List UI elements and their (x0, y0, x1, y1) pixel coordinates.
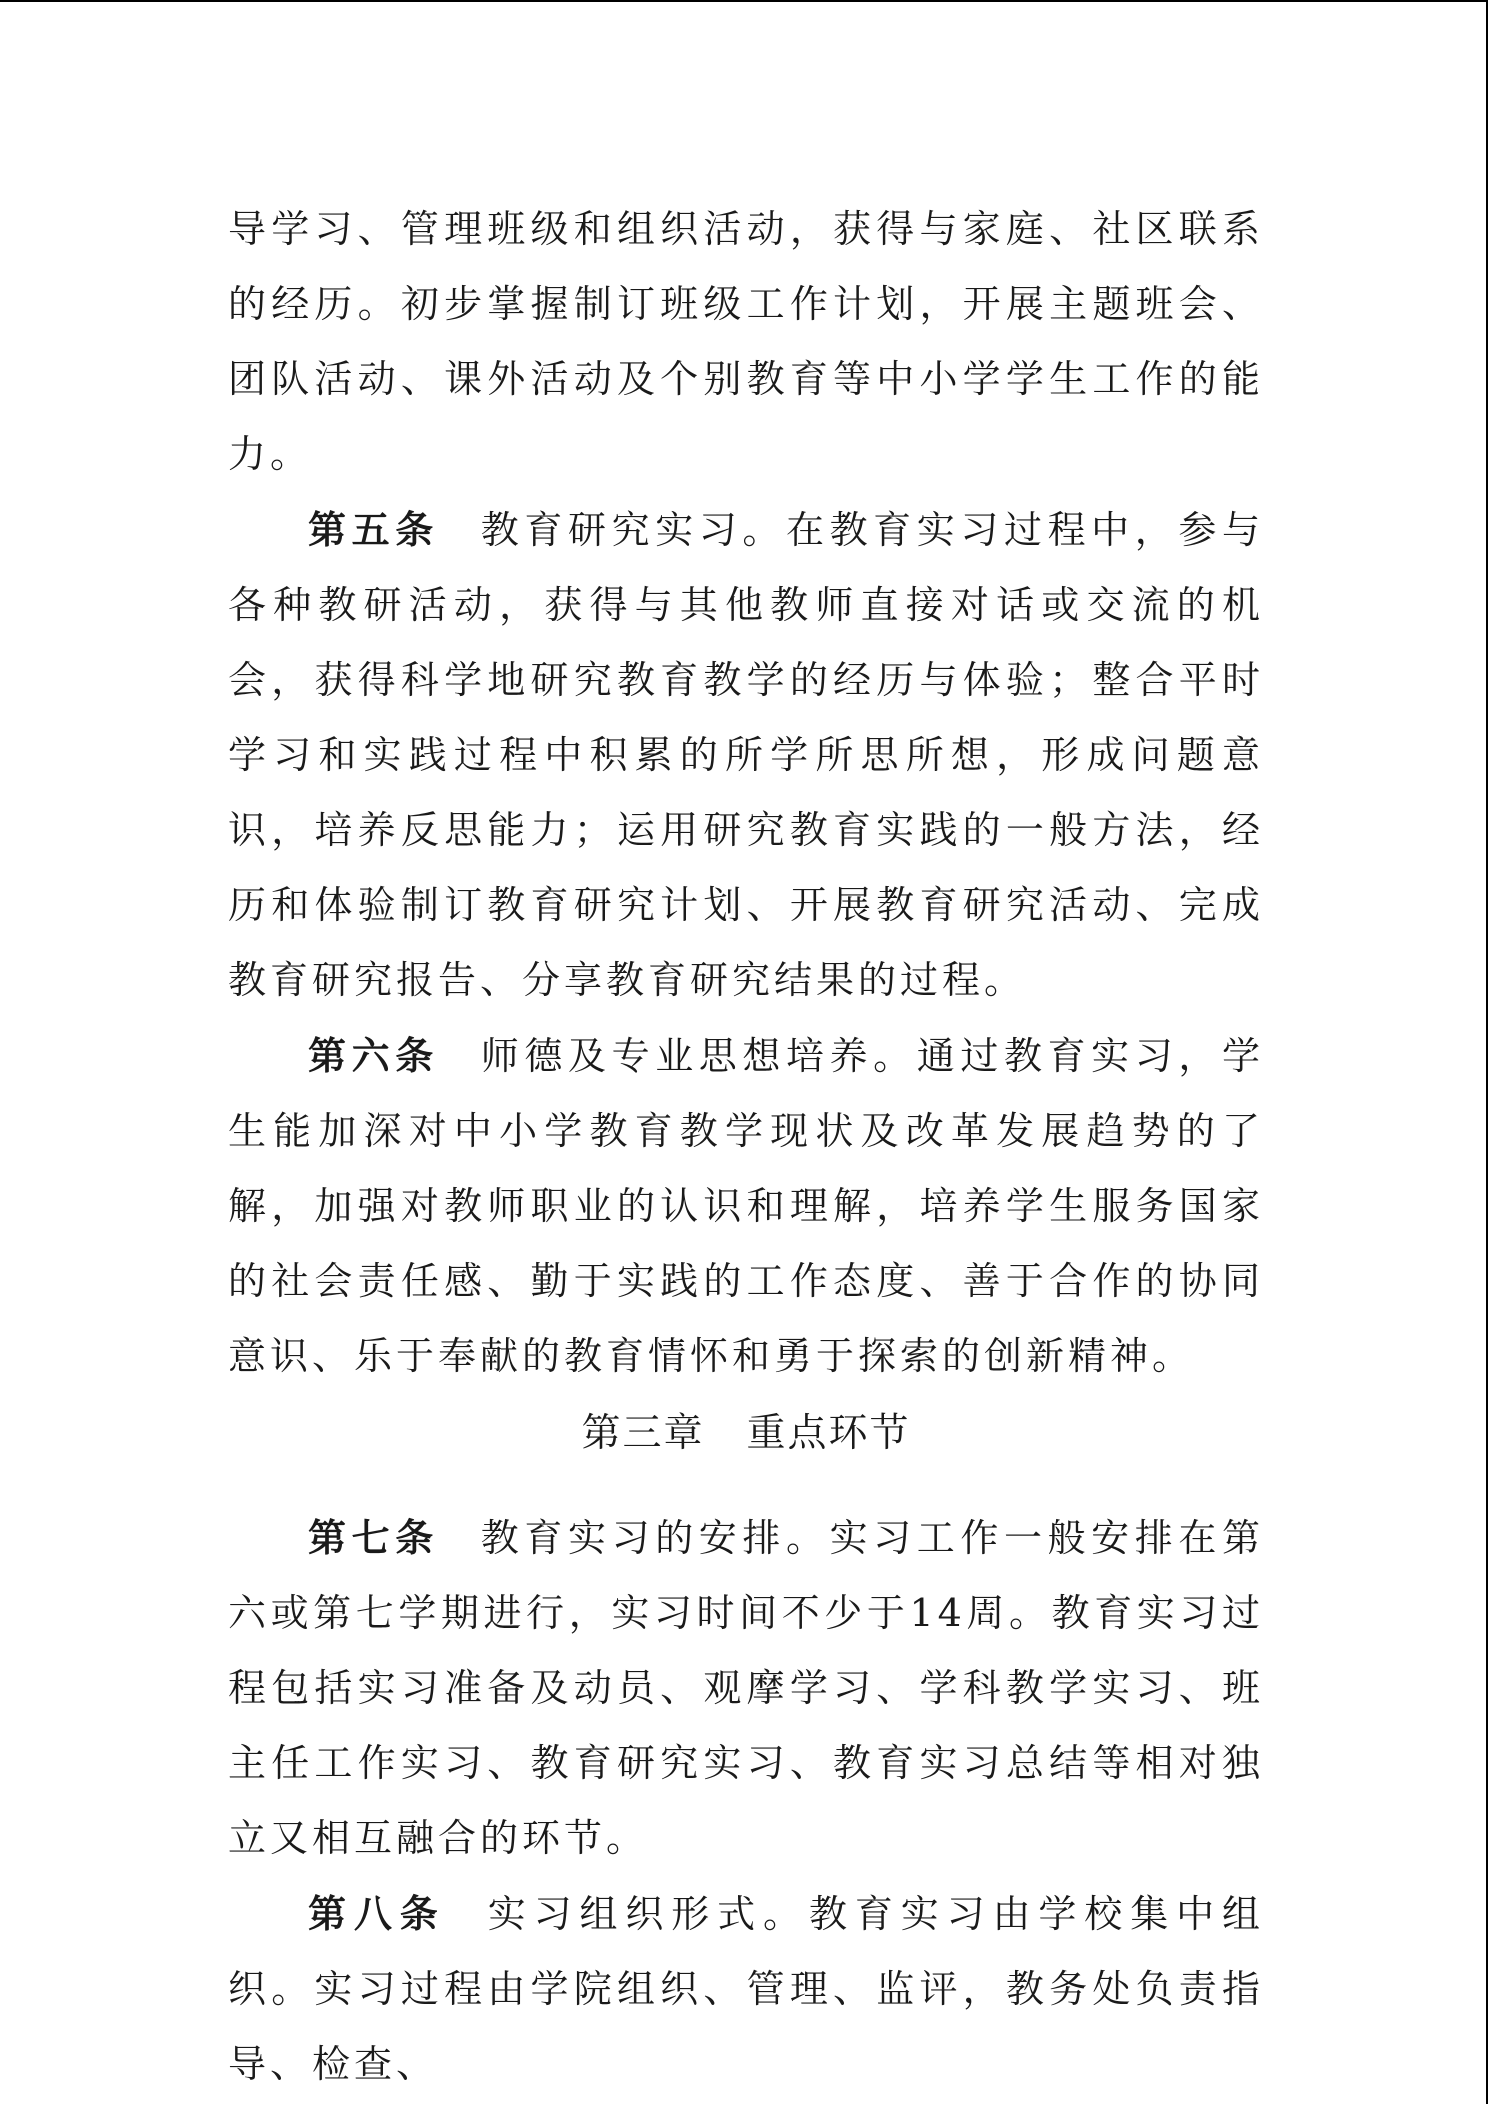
article-7-label: 第七条 (308, 1515, 439, 1560)
article-5-text: 教育研究实习。在教育实习过程中，参与各种教研活动，获得与其他教师直接对话或交流的机会，获得科学地研究教育教学的经历与体验；整合平时学习和实践过程中积累的所学所思所想，形成问题意识，培养反思能力；运用研究教育实践的一般方法，经历和体验制订教育研究计划、开展教育研究活动、完成教育研究报告、分享教育研究结果的过程。 (228, 508, 1264, 1002)
article-5-label: 第五条 (308, 507, 439, 552)
article-7-text: 教育实习的安排。实习工作一般安排在第六或第七学期进行，实习时间不少于14周。教育实习过程包括实习准备及动员、观摩学习、学科教学实习、班主任工作实习、教育研究实习、教育实习总结等相对独立又相互融合的环节。 (228, 1516, 1264, 1860)
article-5 (228, 492, 1264, 1018)
page-top-border (0, 0, 1488, 2)
chapter-heading (228, 1398, 1264, 1470)
article-7 (228, 1500, 1264, 1876)
chapter-title: 重点环节 (746, 1411, 911, 1456)
article-8-label: 第八条 (308, 1891, 446, 1936)
article-6-label: 第六条 (308, 1033, 439, 1078)
article-6 (228, 1018, 1264, 1394)
article-8 (228, 1876, 1264, 2102)
document-page (228, 192, 1264, 2102)
paragraph-continued: 导学习、管理班级和组织活动，获得与家庭、社区联系的经历。初步掌握制订班级工作计划，开展主题班会、团队活动、课外活动及个别教育等中小学学生工作的能力。 (228, 207, 1264, 476)
article-6-text: 师德及专业思想培养。通过教育实习，学生能加深对中小学教育教学现状及改革发展趋势的了解，加强对教师职业的认识和理解，培养学生服务国家的社会责任感、勤于实践的工作态度、善于合作的协同意识、乐于奉献的教育情怀和勇于探索的创新精神。 (228, 1034, 1264, 1378)
chapter-number: 第三章 (581, 1411, 705, 1456)
article-8-text: 实习组织形式。教育实习由学校集中组织。实习过程由学院组织、管理、监评，教务处负责指导、检查、 (228, 1892, 1264, 2086)
